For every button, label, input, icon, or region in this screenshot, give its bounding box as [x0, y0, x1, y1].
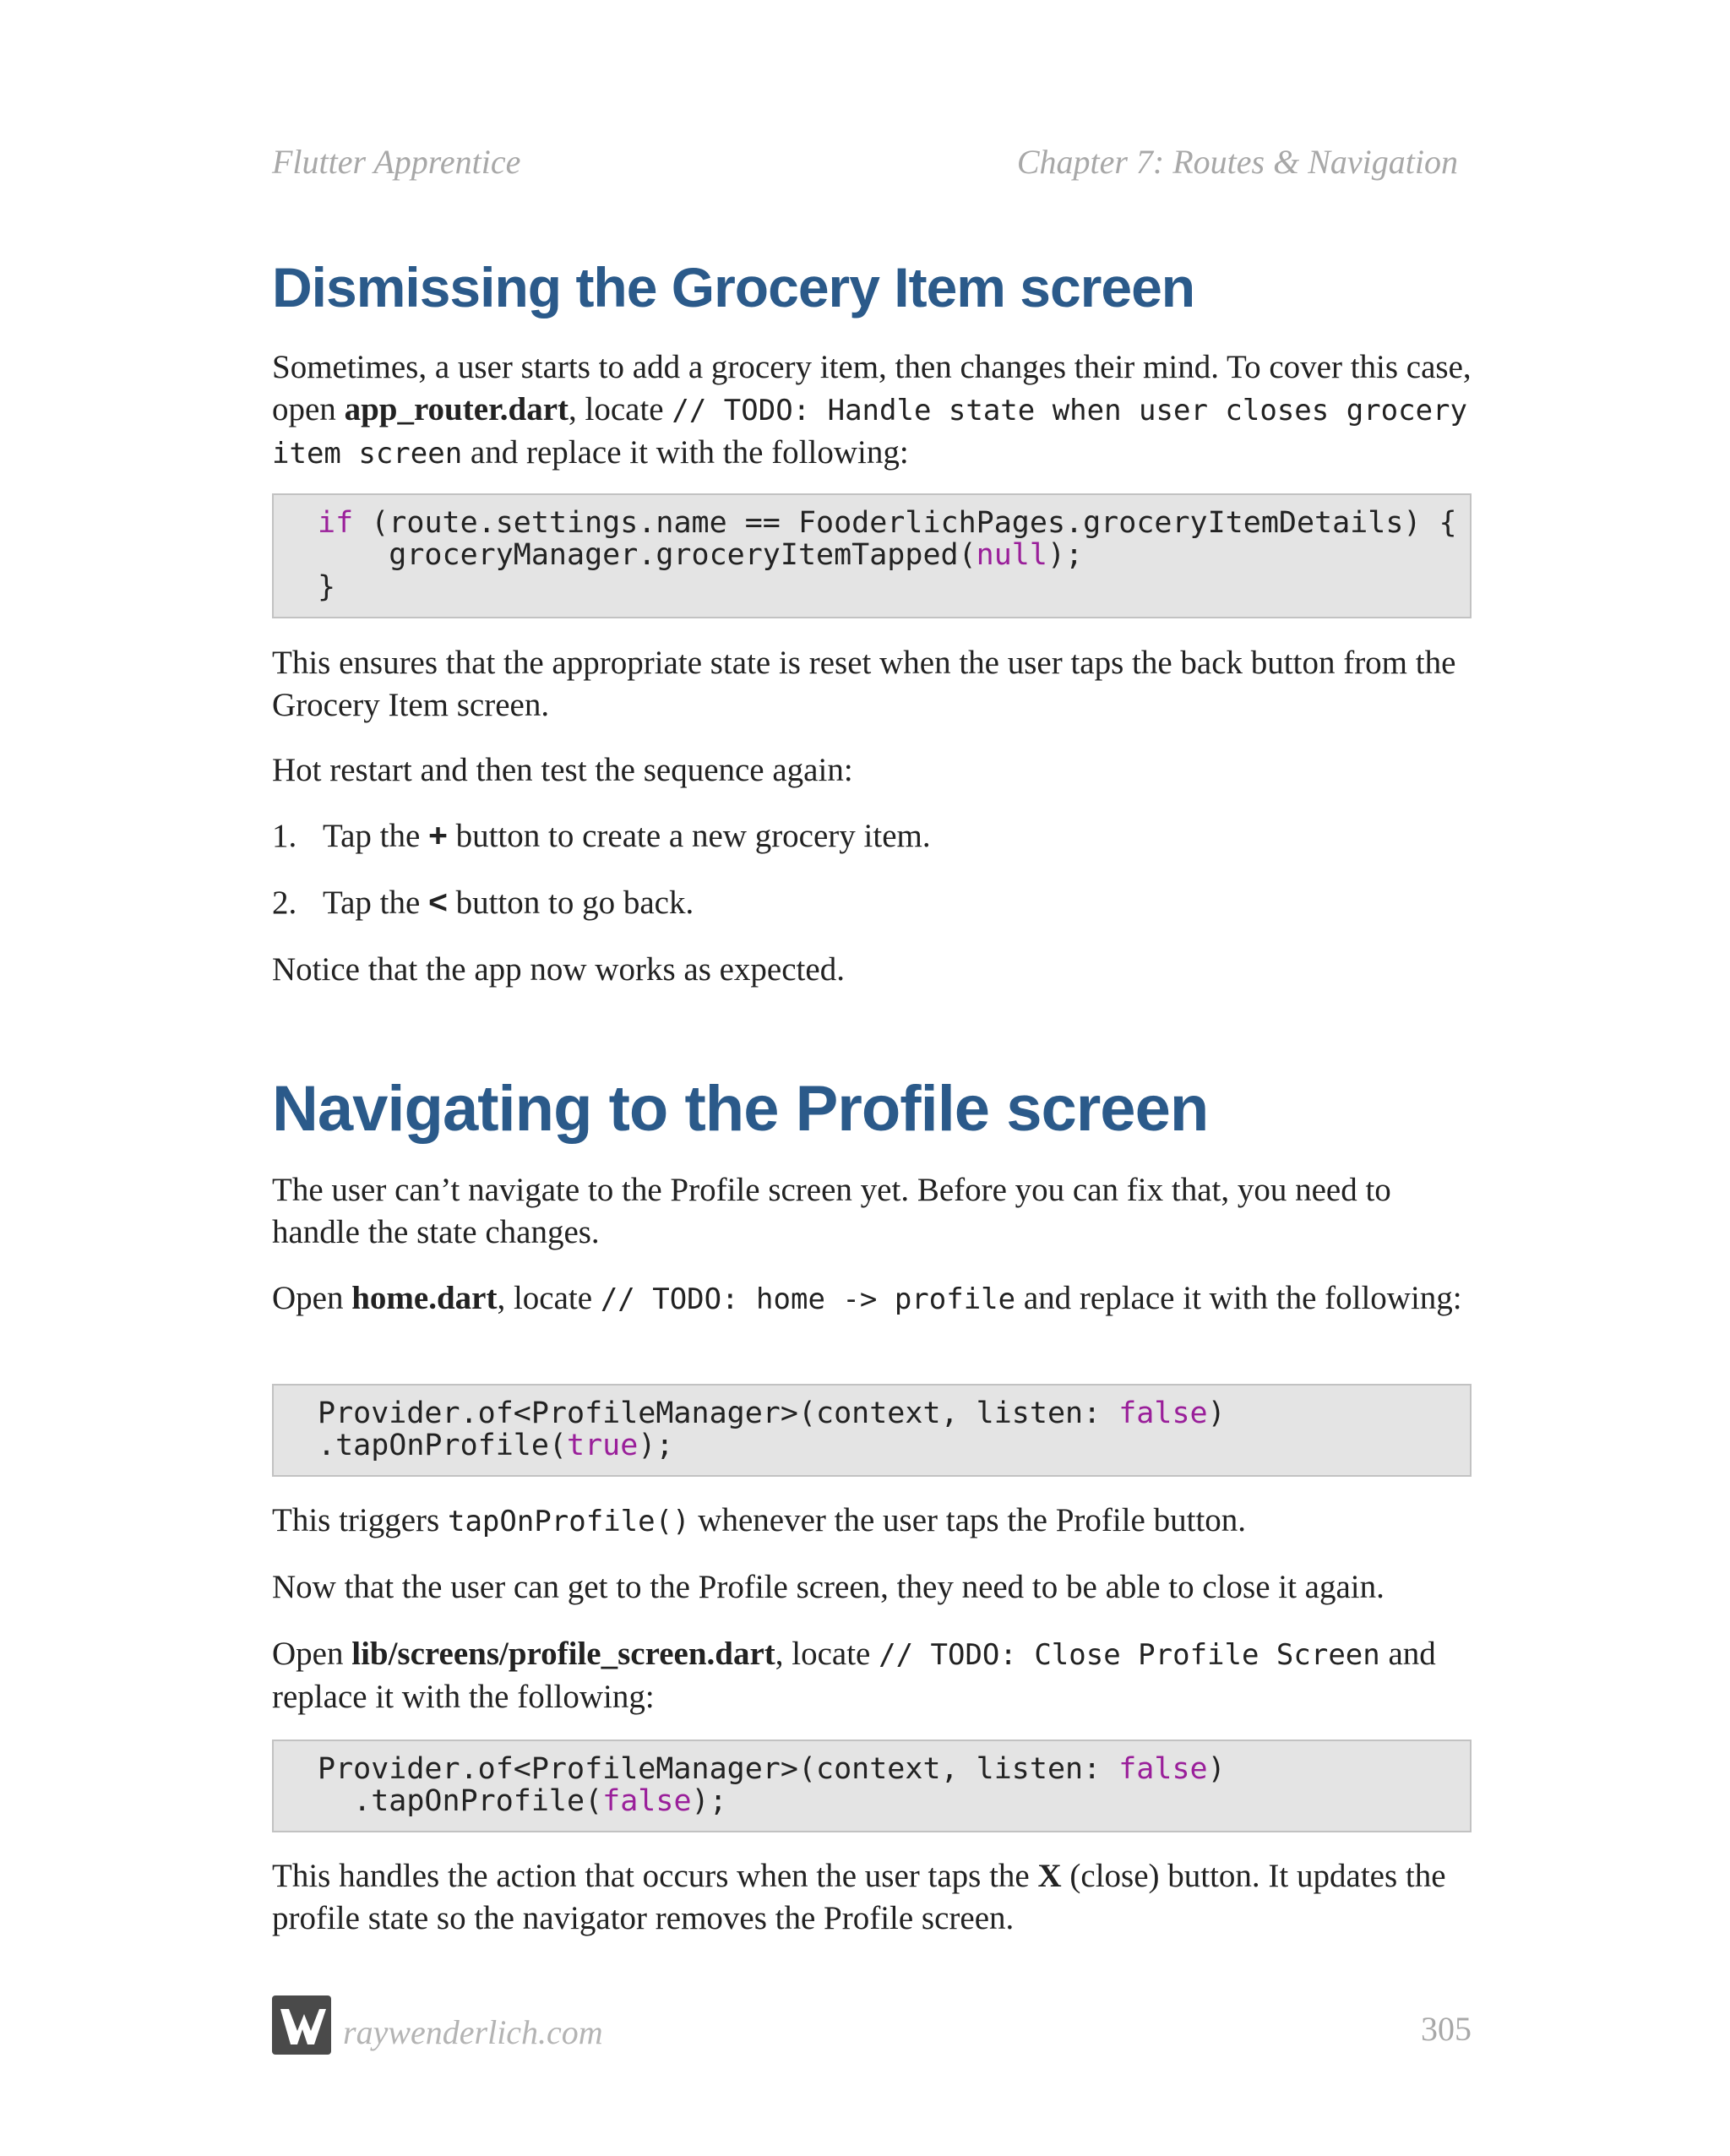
paragraph: This handles the action that occurs when the user taps the X (close) button. It updates the profile state so the navigator removes the Profile screen.	[272, 1858, 1446, 1936]
chapter-title: Chapter 7: Routes & Navigation	[1016, 143, 1458, 181]
bold-x: X	[1037, 1858, 1062, 1894]
list-item: 2. Tap the < button to go back.	[272, 882, 1472, 924]
paragraph: Hot restart and then test the sequence again:	[272, 752, 853, 788]
section-heading-dismissing: Dismissing the Grocery Item screen	[272, 256, 1195, 318]
plus-symbol: +	[428, 818, 448, 854]
inline-code: // TODO: home -> profile	[600, 1282, 1016, 1316]
paragraph: The user can’t navigate to the Profile screen yet. Before you can fix that, you need to handle the state changes.	[272, 1172, 1391, 1250]
footer-site: raywenderlich.com	[343, 2013, 603, 2051]
paragraph: This ensures that the appropriate state is reset when the user taps the back button from the Grocery Item screen.	[272, 645, 1456, 723]
list-number: 2.	[272, 885, 297, 921]
inline-code: // TODO: Close Profile Screen	[879, 1638, 1380, 1672]
paragraph: Now that the user can get to the Profile screen, they need to be able to close it again.	[272, 1569, 1385, 1605]
list-item: 1. Tap the + button to create a new grocery item.	[272, 815, 1472, 858]
page-header	[272, 142, 1458, 193]
paragraph: Sometimes, a user starts to add a grocery item, then changes their mind. To cover this case, open app_router.dart, locate // TODO: Handle state when user closes grocery item screen and replace it with the following:	[272, 349, 1472, 471]
paragraph: Open lib/screens/profile_screen.dart, locate // TODO: Close Profile Screen and replace it with the following:	[272, 1636, 1436, 1715]
paragraph: This triggers tapOnProfile() whenever the user taps the Profile button.	[272, 1502, 1247, 1538]
filename: lib/screens/profile_screen.dart	[351, 1636, 775, 1672]
page-number: 305	[1421, 2010, 1472, 2048]
raywenderlich-logo-icon	[272, 1995, 331, 2055]
paragraph: Notice that the app now works as expected.	[272, 951, 845, 988]
back-symbol: <	[428, 885, 448, 921]
book-title: Flutter Apprentice	[272, 143, 521, 181]
paragraph: Open home.dart, locate // TODO: home -> profile and replace it with the following:	[272, 1280, 1462, 1316]
list-number: 1.	[272, 818, 297, 854]
code-block: Provider.of<ProfileManager>(context, listen: false) .tapOnProfile(true);	[272, 1384, 1472, 1477]
code-block: if (route.settings.name == FooderlichPages.groceryItemDetails) { groceryManager.groceryItemTapped(null); }	[272, 493, 1472, 618]
code-block: Provider.of<ProfileManager>(context, listen: false) .tapOnProfile(false);	[272, 1740, 1472, 1832]
inline-code: // TODO: Handle state when user closes grocery item screen	[272, 394, 1467, 471]
filename: app_router.dart	[344, 391, 569, 427]
inline-code: tapOnProfile()	[447, 1505, 690, 1538]
filename: home.dart	[351, 1280, 498, 1316]
section-heading-profile: Navigating to the Profile screen	[272, 1073, 1209, 1145]
